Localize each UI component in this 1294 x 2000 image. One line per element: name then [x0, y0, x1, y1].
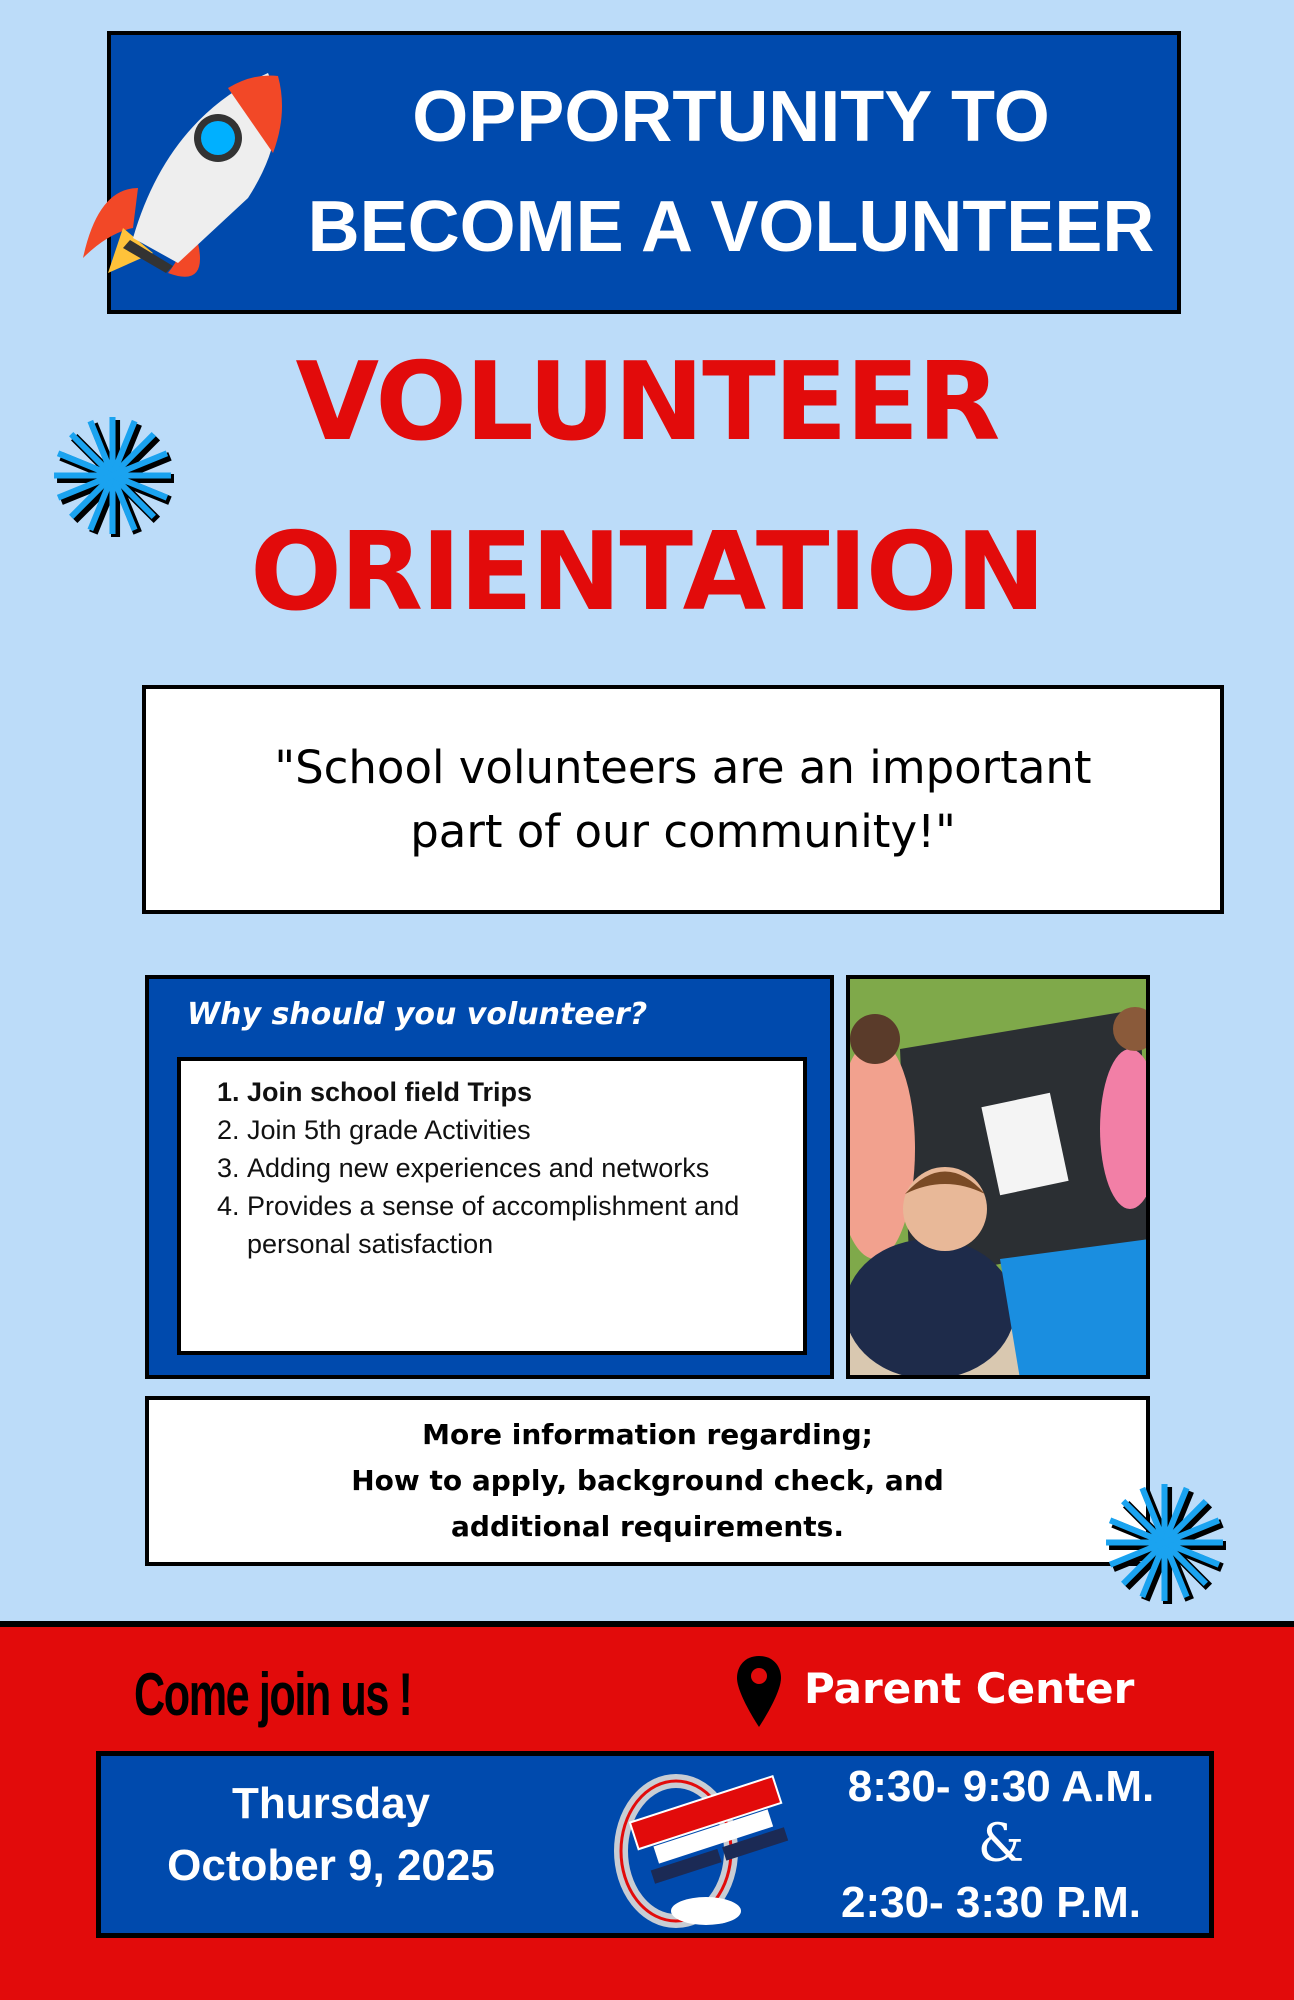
info-line-2: How to apply, background check, and additional requirements.	[351, 1464, 944, 1543]
starburst-icon	[1102, 1480, 1227, 1605]
rocket-icon	[78, 68, 293, 283]
reason-item: 2. Join 5th grade Activities	[247, 1111, 783, 1149]
afternoon-time: 2:30- 3:30 P.M.	[840, 1878, 1141, 1927]
starburst-icon	[50, 413, 175, 538]
header-line-1: OPPORTUNITY TO	[412, 77, 1050, 157]
why-volunteer-panel	[145, 975, 834, 1379]
title-line-2: ORIENTATION	[250, 510, 1044, 635]
more-info-box	[145, 1396, 1150, 1566]
reason-item: 1. Join school field Trips	[247, 1073, 783, 1111]
quote-text: "School volunteers are an important part of our community!"	[274, 740, 1092, 858]
volunteer-photo	[846, 975, 1150, 1379]
reasons-list	[177, 1057, 807, 1355]
location-text: Parent Center	[804, 1664, 1135, 1713]
quote-box	[142, 685, 1224, 914]
event-date: October 9, 2025	[167, 1841, 495, 1890]
event-day: Thursday	[231, 1779, 431, 1828]
cta-text: Come join us !	[134, 1661, 412, 1728]
location-pin-icon	[735, 1654, 783, 1729]
reason-item: 3. Adding new experiences and networks	[247, 1149, 783, 1187]
event-details-box	[96, 1751, 1214, 1938]
morning-time: 8:30- 9:30 A.M.	[847, 1762, 1155, 1811]
why-heading: Why should you volunteer?	[187, 997, 648, 1032]
ampersand: &	[977, 1814, 1025, 1874]
title-line-1: VOLUNTEER	[295, 340, 999, 465]
reason-item: 4. Provides a sense of accomplishment and personal satisfaction	[247, 1187, 783, 1263]
info-line-1: More information regarding;	[422, 1418, 873, 1451]
school-logo	[611, 1761, 791, 1931]
header-line-2: BECOME A VOLUNTEER	[307, 187, 1155, 267]
